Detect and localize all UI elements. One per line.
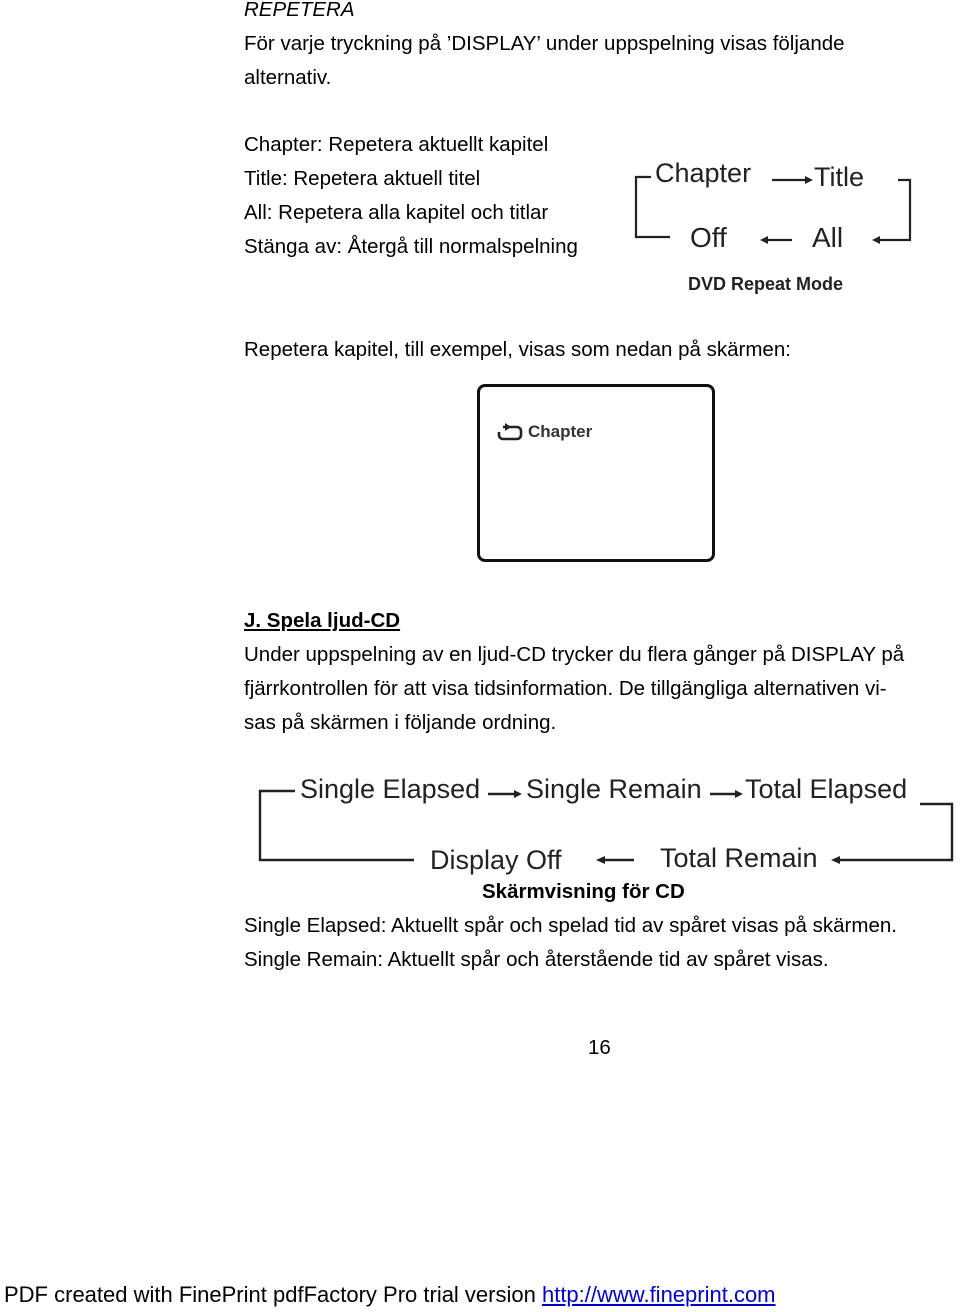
dvd-all-label: All <box>812 222 844 253</box>
footer-text: PDF created with FinePrint pdfFactory Pro trial version <box>4 1282 542 1307</box>
repeat-icon <box>497 423 523 448</box>
section-heading-cd: J. Spela ljud-CD <box>244 609 401 632</box>
option-all: All: Repetera alla kapitel och titlar <box>244 201 549 224</box>
cd-total-elapsed-label: Total Elapsed <box>745 774 908 804</box>
section-title-repeat: REPETERA <box>244 0 355 21</box>
description-single-remain: Single Remain: Aktuellt spår och återstående tid av spåret visas. <box>244 948 829 971</box>
option-title: Title: Repetera aktuell titel <box>244 167 481 190</box>
option-off: Stänga av: Återgå till normalspelning <box>244 235 578 258</box>
description-single-elapsed: Single Elapsed: Aktuellt spår och spelad tid av spåret visas på skärmen. <box>244 914 897 937</box>
cd-single-elapsed-label: Single Elapsed <box>300 774 481 804</box>
intro-line-2: alternativ. <box>244 66 332 89</box>
dvd-off-label: Off <box>690 222 727 253</box>
cd-body-line-3: sas på skärmen i följande ordning. <box>244 711 557 734</box>
footer-link[interactable]: http://www.fineprint.com <box>541 1282 776 1307</box>
screen-chapter-label: Chapter <box>528 422 593 441</box>
dvd-title-label: Title <box>814 162 865 192</box>
option-chapter: Chapter: Repetera aktuellt kapitel <box>244 133 549 156</box>
dvd-chapter-label: Chapter <box>655 158 752 188</box>
dvd-diagram-caption: DVD Repeat Mode <box>688 274 844 294</box>
page-number: 16 <box>588 1036 611 1059</box>
cd-total-remain-label: Total Remain <box>660 843 818 873</box>
cd-body-line-2: fjärrkontrollen för att visa tidsinformation. De tillgängliga alternativen vi- <box>244 677 887 700</box>
screen-example <box>477 384 715 562</box>
intro-line-1: För varje tryckning på ’DISPLAY’ under uppspelning visas följande <box>244 32 845 55</box>
cd-diagram-caption: Skärmvisning för CD <box>482 880 685 903</box>
repeat-example-text: Repetera kapitel, till exempel, visas som nedan på skärmen: <box>244 338 791 361</box>
cd-display-off-label: Display Off <box>430 845 562 875</box>
cd-body-line-1: Under uppspelning av en ljud-CD trycker du flera gånger på DISPLAY på <box>244 643 905 666</box>
pdf-footer <box>4 1280 776 1310</box>
cd-single-remain-label: Single Remain <box>526 774 702 804</box>
